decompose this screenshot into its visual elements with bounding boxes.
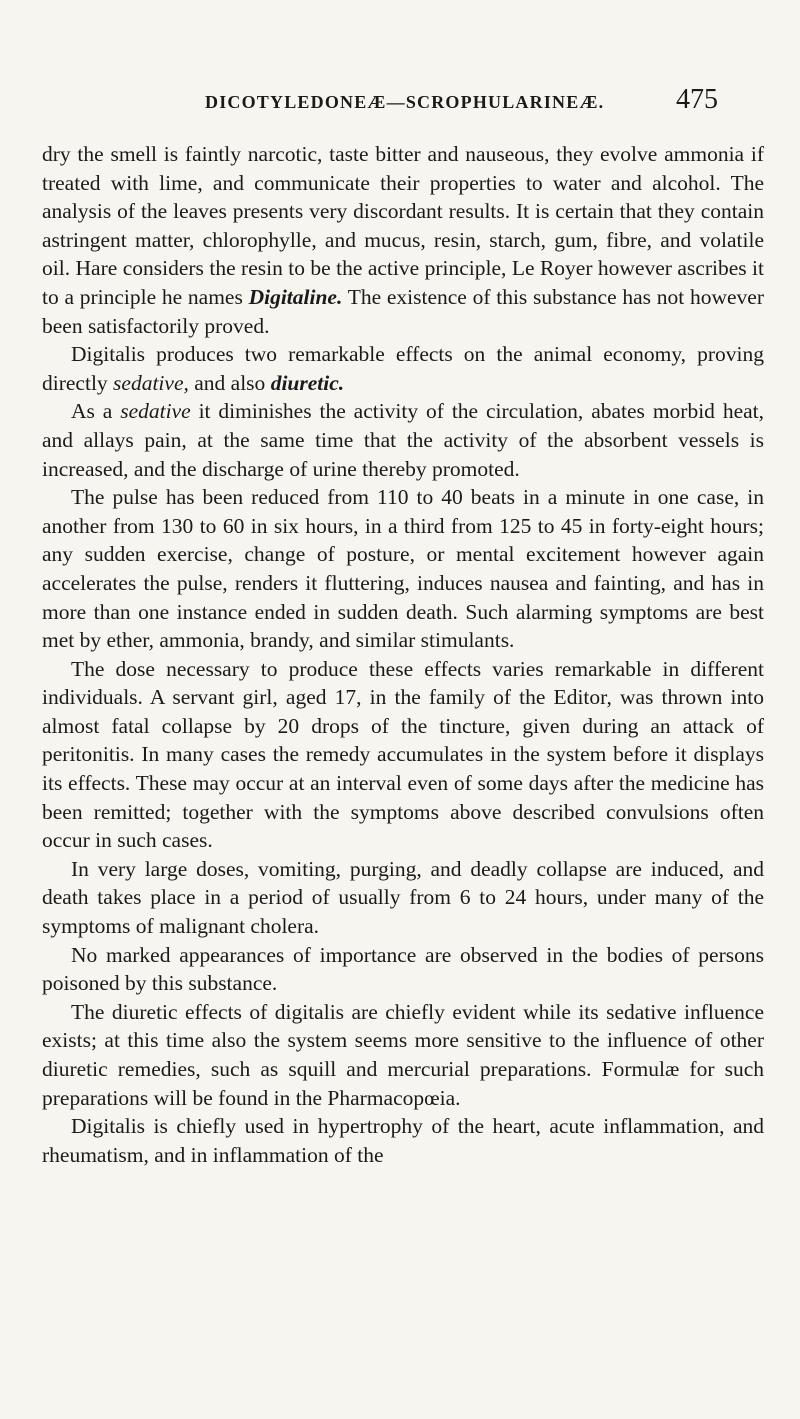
body-text bbox=[42, 140, 764, 1169]
paragraph-9: Digitalis is chiefly used in hypertrophy of the heart, acute inflammation, and rheumatism, and in inflammation of the bbox=[42, 1114, 764, 1167]
page-number: 475 bbox=[676, 84, 718, 115]
term-sedative: sedative, bbox=[113, 370, 189, 395]
page-header bbox=[0, 84, 800, 128]
term-diuretic: diuretic. bbox=[270, 370, 345, 395]
paragraph-3: As a sedative it diminishes the activity of the circulation, abates morbid heat, and allays pain, at the same time that the activity of the absorbent vessels is increased, and the discharge of urine thereby promoted. bbox=[42, 399, 764, 481]
term-digitaline: Digitaline. bbox=[248, 284, 343, 309]
term-sedative-2: sedative bbox=[120, 399, 191, 424]
paragraph-5: The dose necessary to produce these effects varies remarkable in different individuals. A servant girl, aged 17, in the family of the Editor, was thrown into almost fatal collapse by 20 drops of the tincture, given during an attack of peritonitis. In many cases the remedy accumulates in the system before it displays its effects. These may occur at an interval even of some days after the medicine has been remitted; together with the symptoms above described convulsions often occur in such cases. bbox=[42, 656, 764, 853]
paragraph-2: Digitalis produces two remarkable effects on the animal economy, proving directly sedative, and also diuretic. bbox=[42, 342, 764, 395]
paragraph-6: In very large doses, vomiting, purging, and deadly collapse are induced, and death takes place in a period of usually from 6 to 24 hours, under many of the symptoms of malignant cholera. bbox=[42, 856, 764, 939]
running-head: DICOTYLEDONEÆ—SCROPHULARINEÆ. bbox=[205, 92, 605, 112]
paragraph-7: No marked appearances of importance are observed in the bodies of persons poisoned by this substance. bbox=[42, 942, 764, 996]
paragraph-1: dry the smell is faintly narcotic, taste bitter and nauseous, they evolve ammonia if treated with lime, and communicate their properties to water and alcohol. The analysis of the leaves presents very discordant results. It is certain that they contain astringent matter, chlorophylle, and mucus, resin, starch, gum, fibre, and volatile oil. Hare considers the resin to be the active principle, Le Royer however ascribes it to a principle he names Digitaline. The existence of this substance has not however been satisfactorily proved. bbox=[42, 142, 764, 338]
paragraph-8: The diuretic effects of digitalis are chiefly evident while its sedative influence exists; at this time also the system seems more sensitive to the influence of other diuretic remedies, such as squill and mercurial preparations. Formulæ for such preparations will be found in the Pharmacopœia. bbox=[42, 999, 764, 1110]
paragraph-4: The pulse has been reduced from 110 to 40 beats in a minute in one case, in another from 130 to 60 in six hours, in a third from 125 to 45 in forty-eight hours; any sudden exercise, change of posture, or mental excitement however again accelerates the pulse, renders it fluttering, induces nausea and fainting, and has in more than one instance ended in sudden death. Such alarming symptoms are best met by ether, ammonia, brandy, and similar stimulants. bbox=[42, 485, 764, 653]
